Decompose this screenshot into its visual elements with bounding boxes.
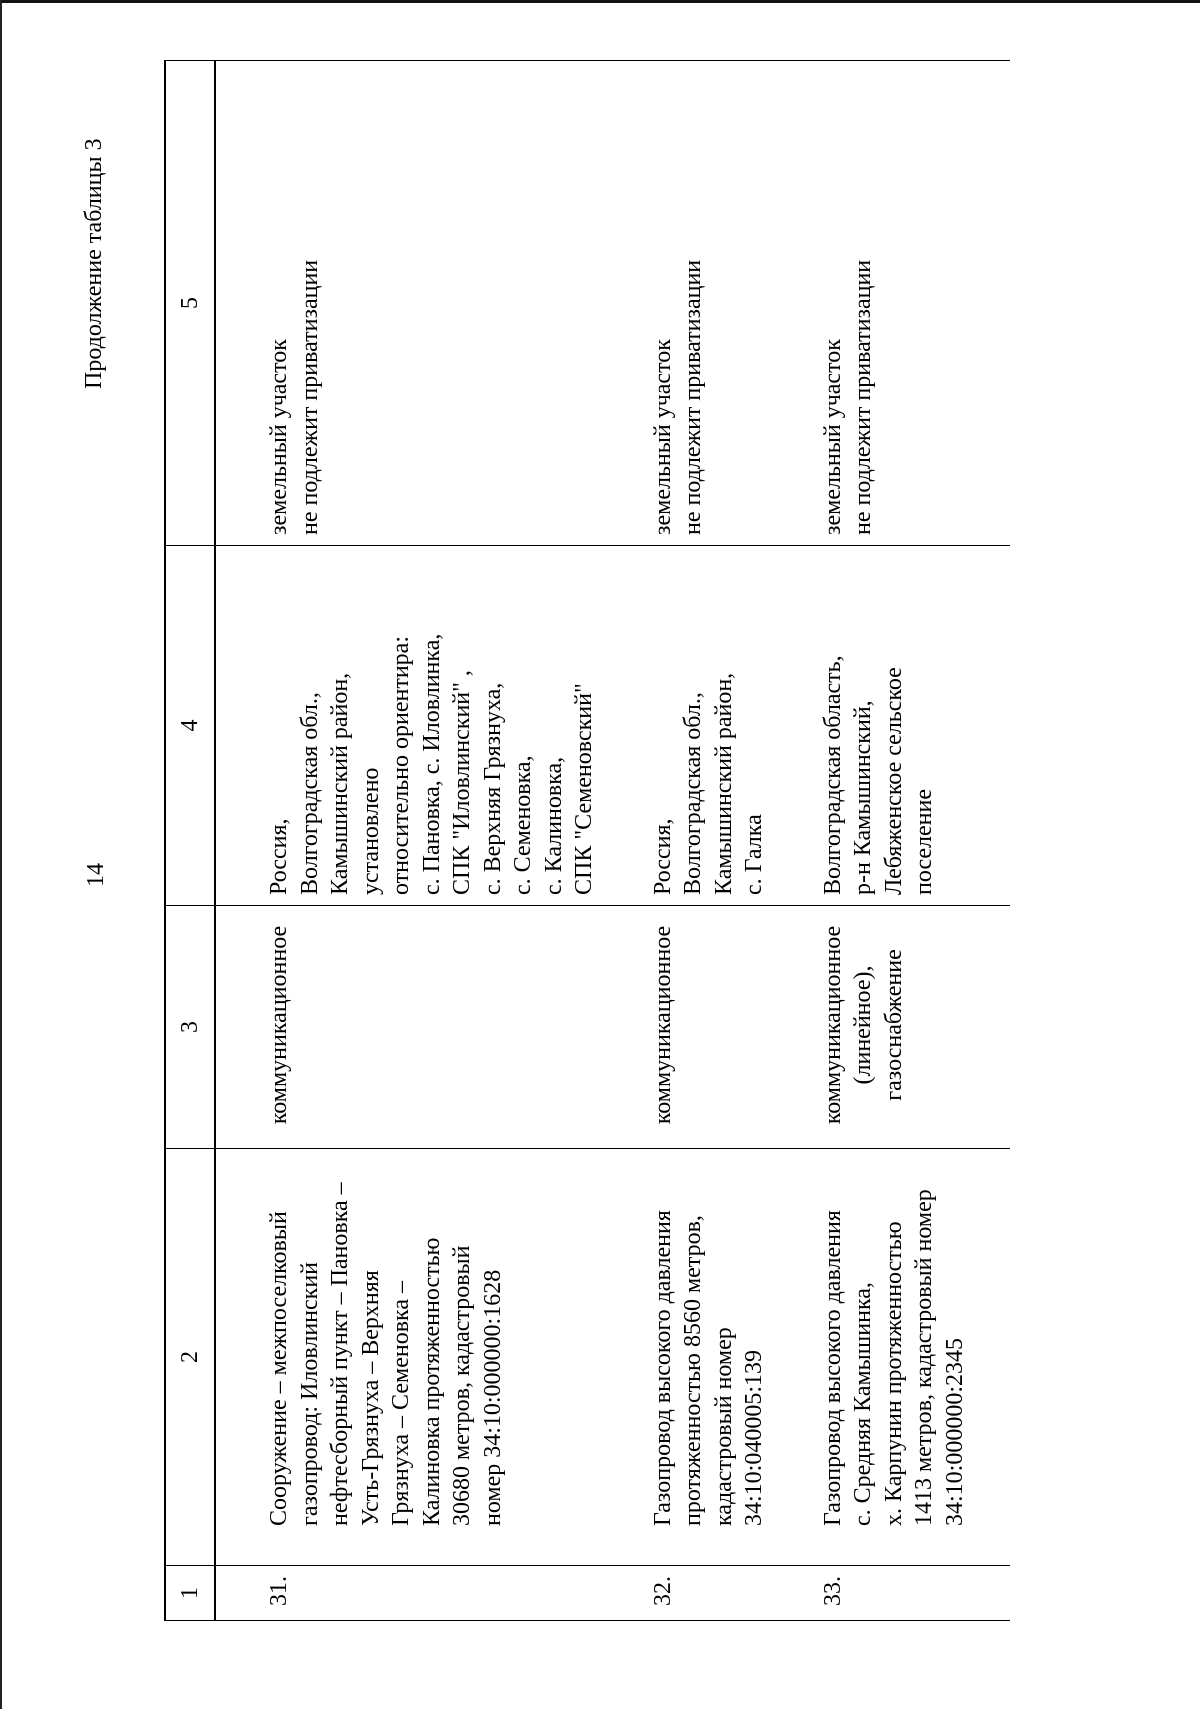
cell-text-line: Грязнуха – Семеновка – — [388, 1281, 414, 1526]
cell-text-line: не подлежит приватизации — [850, 259, 876, 535]
cell-text-line: поселение — [911, 788, 937, 895]
cell-text-line: 34:10:000000:2345 — [941, 1337, 968, 1526]
cell-text-line: кадастровый номер — [710, 1327, 737, 1526]
cell-text-line: Газопровод высокого давления — [819, 1210, 846, 1526]
cell-text-line: с. Средняя Камышинка, — [850, 1282, 876, 1526]
cell-text-line: Волгоградская область, — [819, 655, 846, 895]
row-number-cell: 31. — [215, 1566, 600, 1621]
cell-text-line: Россия, — [649, 818, 676, 895]
cell-text-line: 34:10:040005:139 — [741, 1349, 767, 1526]
cell-text-line: нефтесборный пункт – Пановка – — [327, 1182, 353, 1526]
cell-text-line: газоснабжение — [880, 949, 907, 1101]
cell-text-line: коммуникационное — [266, 925, 292, 1125]
column-header-1: 1 — [165, 1566, 215, 1621]
object-description-cell — [600, 1149, 770, 1566]
purpose-cell — [600, 906, 770, 1149]
cell-text-line: с. Галка — [741, 814, 767, 895]
cell-text-line: земельный участок — [819, 339, 846, 535]
cell-text-line: газопровод: Иловлинский — [296, 1261, 323, 1526]
cell-text-line: Лебяженское сельское — [880, 667, 907, 895]
table-header-row — [165, 61, 215, 1621]
row-number-cell: 32. — [600, 1566, 770, 1621]
cell-text-line: х. Карпунин протяженностью — [880, 1221, 907, 1526]
cell-text-line: с. Верхняя Грязнуха, — [479, 682, 506, 895]
location-cell — [770, 546, 1011, 906]
note-cell — [770, 61, 1011, 546]
location-cell — [600, 546, 770, 906]
cell-text-line: земельный участок — [266, 339, 292, 535]
cell-text-line: Усть-Грязнуха – Верхняя — [357, 1270, 384, 1526]
column-header-5: 5 — [165, 61, 215, 546]
cell-text-line: не подлежит приватизации — [296, 259, 323, 535]
column-header-2: 2 — [165, 1149, 215, 1566]
cell-text-line: номер 34:10:000000:1628 — [479, 1269, 506, 1526]
cell-text-line: р-н Камышинский, — [850, 700, 876, 895]
location-cell — [215, 546, 600, 906]
cell-text-line: СПК "Семеновский" — [571, 683, 597, 895]
cell-text-line: 1413 метров, кадастровый номер — [911, 1189, 937, 1526]
cell-text-line: 30680 метров, кадастровый — [449, 1245, 475, 1526]
cell-text-line: (линейное), — [850, 965, 876, 1085]
page-number: 14 — [83, 863, 109, 887]
table-row — [770, 61, 1011, 1621]
cell-text-line: с. Пановка, с. Иловлинка, — [418, 633, 445, 895]
cell-text-line: не подлежит приватизации — [680, 259, 706, 535]
cell-text-line: установлено — [357, 767, 384, 895]
purpose-cell — [215, 906, 600, 1149]
cell-text-line: с. Семеновка, — [510, 755, 536, 895]
cell-text-line: земельный участок — [649, 339, 676, 535]
cell-text-line: Калиновка протяженностью — [418, 1237, 445, 1526]
cell-text-line: СПК "Иловлинский" , — [449, 670, 475, 895]
cell-text-line: Волгоградская обл., — [296, 692, 323, 895]
cell-text-line: относительно ориентира: — [388, 635, 414, 895]
cell-text-line: Сооружение – межпоселковый — [266, 1211, 292, 1526]
cell-text-line: Камышинский район, — [710, 672, 737, 895]
cell-text-line: Волгоградская обл., — [680, 692, 706, 895]
object-description-cell — [770, 1149, 1011, 1566]
note-cell — [600, 61, 770, 546]
column-header-3: 3 — [165, 906, 215, 1149]
cell-text-line: с. Калиновка, — [540, 756, 567, 895]
cell-text-line: коммуникационное — [649, 925, 676, 1125]
land-plot-table — [164, 60, 1010, 1621]
cell-text-line: протяженностью 8560 метров, — [680, 1215, 706, 1526]
cell-text-line: Камышинский район, — [327, 672, 353, 895]
object-description-cell — [215, 1149, 600, 1566]
table-continuation-caption: Продолжение таблицы 3 — [81, 138, 107, 389]
row-number-cell: 33. — [770, 1566, 1011, 1621]
table-row — [600, 61, 770, 1621]
column-header-4: 4 — [165, 546, 215, 906]
table-row — [215, 61, 600, 1621]
cell-text-line: Россия, — [266, 818, 292, 895]
note-cell — [215, 61, 600, 546]
purpose-cell — [770, 906, 1011, 1149]
cell-text-line: Газопровод высокого давления — [649, 1210, 676, 1526]
cell-text-line: коммуникационное — [819, 925, 846, 1125]
